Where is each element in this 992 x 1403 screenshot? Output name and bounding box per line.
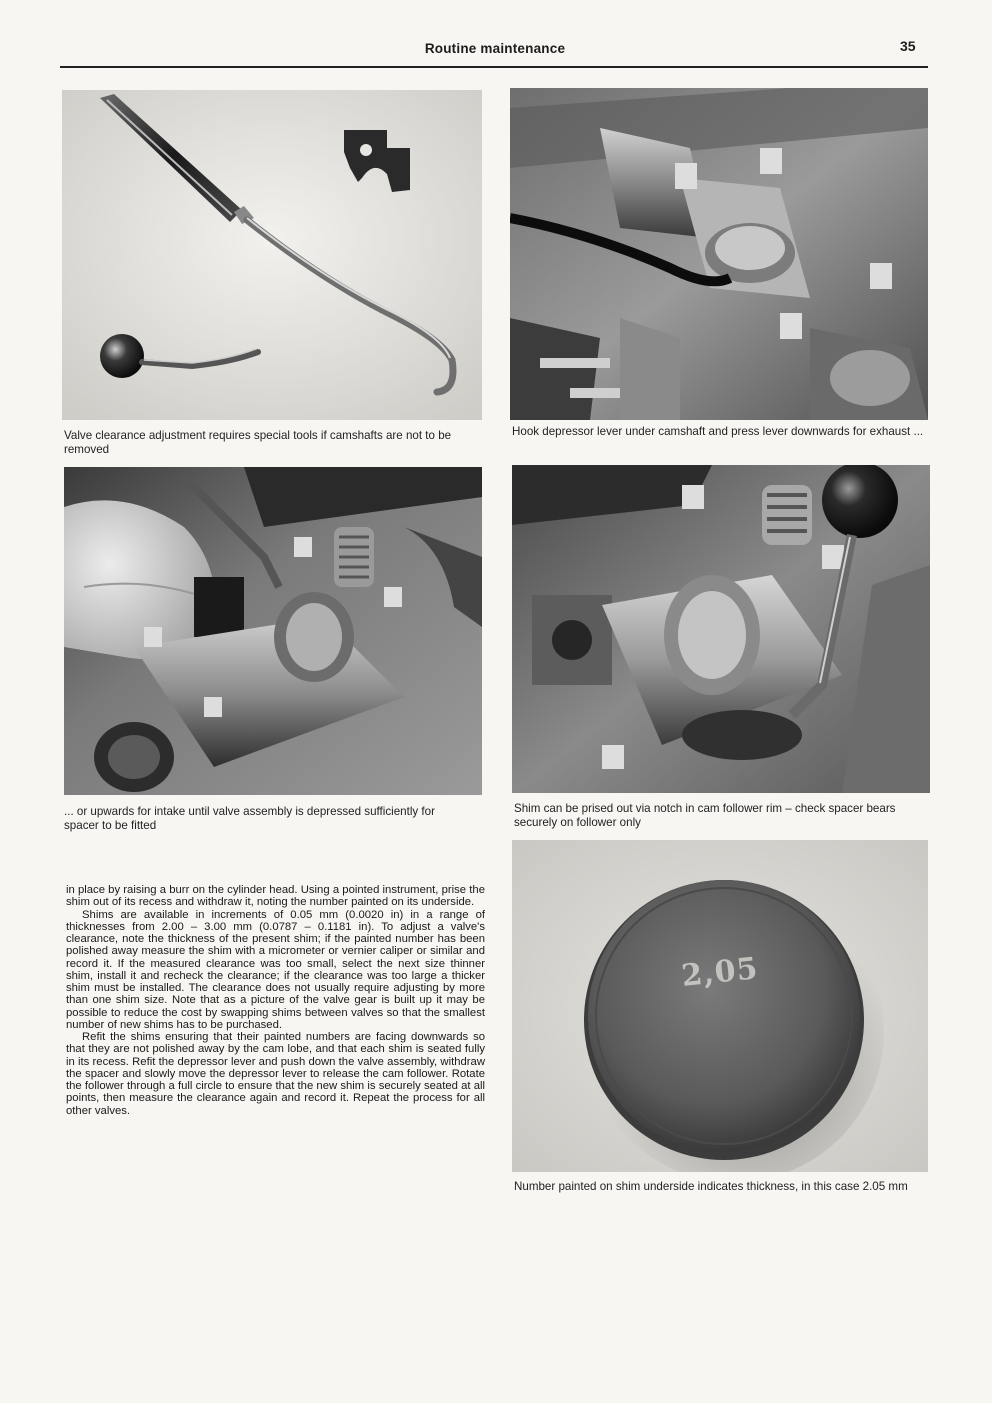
photo-valve-tools <box>62 90 482 420</box>
body-text-column <box>66 884 485 1117</box>
photo-shim-removal <box>512 465 930 793</box>
figure-caption-5: Number painted on shim underside indicates thickness, in this case 2.05 mm <box>514 1180 908 1193</box>
figure-caption-2: Hook depressor lever under camshaft and press lever downwards for exhaust ... <box>512 425 924 438</box>
page-number: 35 <box>900 38 916 54</box>
body-paragraph-1: in place by raising a burr on the cylinder head. Using a pointed instrument, prise the shim out of its recess and withdraw it, noting the number painted on its underside. <box>66 884 485 909</box>
photo-depressor-intake <box>64 467 482 795</box>
body-paragraph-3: Refit the shims ensuring that their painted numbers are facing downwards so that they are not polished away by the cam lobe, and that each shim is seated fully in its recess. Refit the depressor lever and push down the valve assembly, withdraw the spacer and slowly move the depressor lever to release the cam follower. Rotate the follower through a full circle to ensure that the new shim is securely seated at all points, then measure the clearance again and record it. Repeat the process for all other valves. <box>66 1031 485 1117</box>
body-paragraph-2: Shims are available in increments of 0.05 mm (0.0020 in) in a range of thicknesses from 2.00 – 3.00 mm (0.0787 – 0.1181 in). To adjust a valve's clearance, note the thickness of the present shim; if the painted number has been polished away measure the shim with a micrometer or vernier caliper or similar and record it. If the measured clearance was too small, select the next size thinner shim, install it and recheck the clearance; if the clearance was too large a thicker shim must be installed. The clearance does not usually require adjusting by more than one shim size. Note that as a picture of the valve gear is built up it may be possible to reduce the cost by swapping shims between valves so that the smallest number of new shims has to be purchased. <box>66 908 485 1031</box>
photo-depressor-exhaust <box>510 88 928 420</box>
shim-painted-number: 2,05 <box>679 951 761 994</box>
figure-caption-1: Valve clearance adjustment requires special tools if camshafts are not to be removed <box>64 429 452 456</box>
header-rule <box>60 66 928 68</box>
figure-caption-4: Shim can be prised out via notch in cam follower rim – check spacer bears securely on follower only <box>514 802 896 829</box>
photo-shim-number <box>512 840 928 1172</box>
running-header-title: Routine maintenance <box>424 41 566 56</box>
figure-caption-3: ... or upwards for intake until valve assembly is depressed sufficiently for spacer to be fitted <box>64 805 435 832</box>
